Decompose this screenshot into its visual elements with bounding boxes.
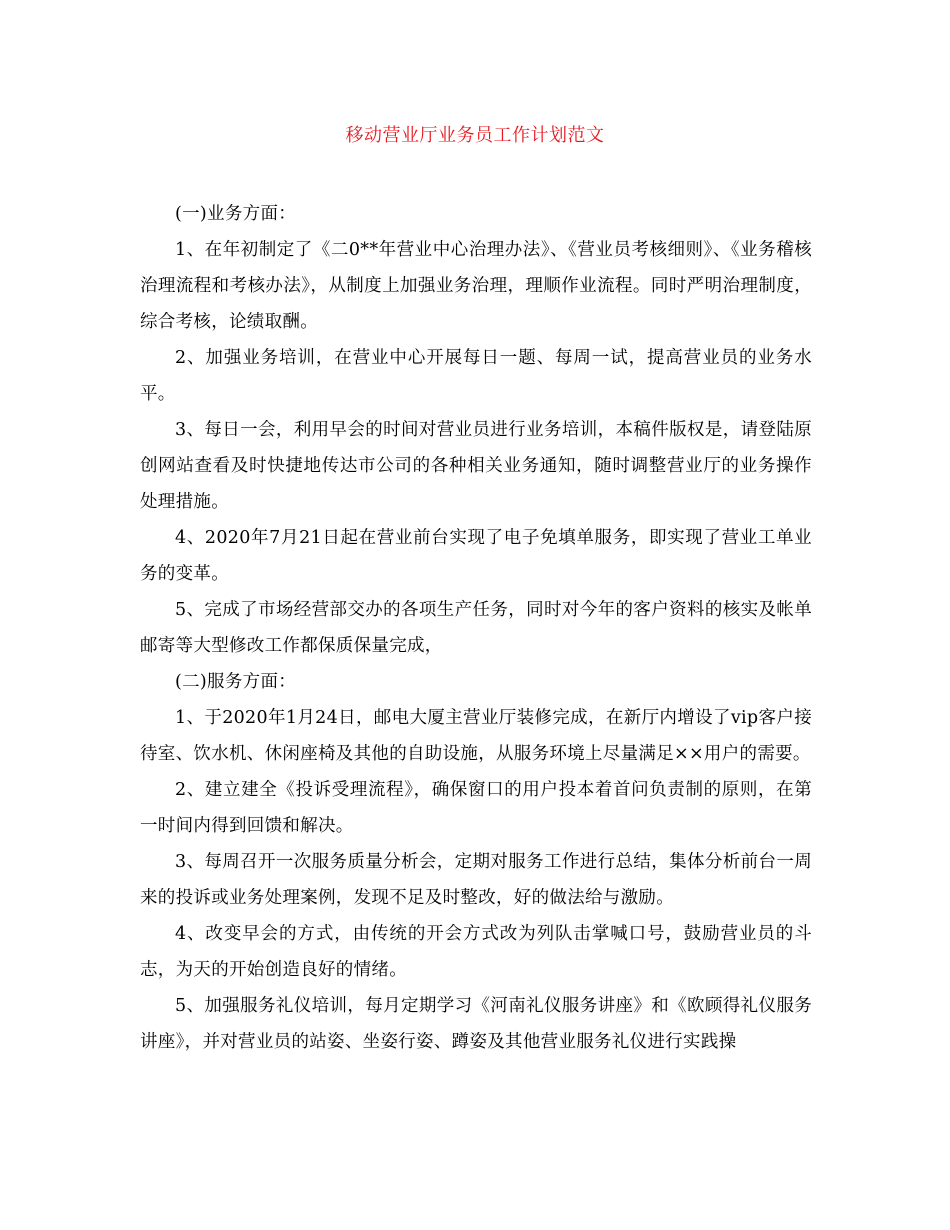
paragraph: 3、每周召开一次服务质量分析会，定期对服务工作进行总结，集体分析前台一周来的投诉或业务处理案例，发现不足及时整改，好的做法给与激励。 xyxy=(140,852,812,908)
section-heading-service: (二)服务方面： xyxy=(175,672,297,692)
paragraph: 5、完成了市场经营部交办的各项生产任务，同时对今年的客户资料的核实及帐单邮寄等大型修改工作都保质保量完成， xyxy=(140,600,812,656)
paragraph: 3、每日一会，利用早会的时间对营业员进行业务培训，本稿件版权是，请登陆原创网站查看及时快捷地传达市公司的各种相关业务通知，随时调整营业厅的业务操作处理措施。 xyxy=(140,420,812,512)
paragraph: 4、改变早会的方式，由传统的开会方式改为列队击掌喊口号，鼓励营业员的斗志，为天的开始创造良好的情绪。 xyxy=(140,924,812,980)
section-heading-business: (一)业务方面： xyxy=(175,204,297,224)
paragraph: 2、加强业务培训，在营业中心开展每日一题、每周一试，提高营业员的业务水平。 xyxy=(140,348,812,404)
document-body xyxy=(140,196,812,1060)
paragraph: 2、建立建全《投诉受理流程》，确保窗口的用户投本着首问负责制的原则，在第一时间内得到回馈和解决。 xyxy=(140,780,812,836)
paragraph: 1、在年初制定了《二0**年营业中心治理办法》、《营业员考核细则》、《业务稽核治理流程和考核办法》，从制度上加强业务治理，理顺作业流程。同时严明治理制度，综合考核，论绩取酬。 xyxy=(140,240,812,332)
paragraph: 4、2020年7月21日起在营业前台实现了电子免填单服务，即实现了营业工单业务的变革。 xyxy=(140,528,812,584)
paragraph: 1、于2020年1月24日，邮电大厦主营业厅装修完成，在新厅内增设了vip客户接待室、饮水机、休闲座椅及其他的自助设施，从服务环境上尽量满足××用户的需要。 xyxy=(140,708,812,764)
document-title: 移动营业厅业务员工作计划范文 xyxy=(345,125,605,146)
paragraph: 5、加强服务礼仪培训，每月定期学习《河南礼仪服务讲座》和《欧顾得礼仪服务讲座》，并对营业员的站姿、坐姿行姿、蹲姿及其他营业服务礼仪进行实践操 xyxy=(140,996,812,1052)
